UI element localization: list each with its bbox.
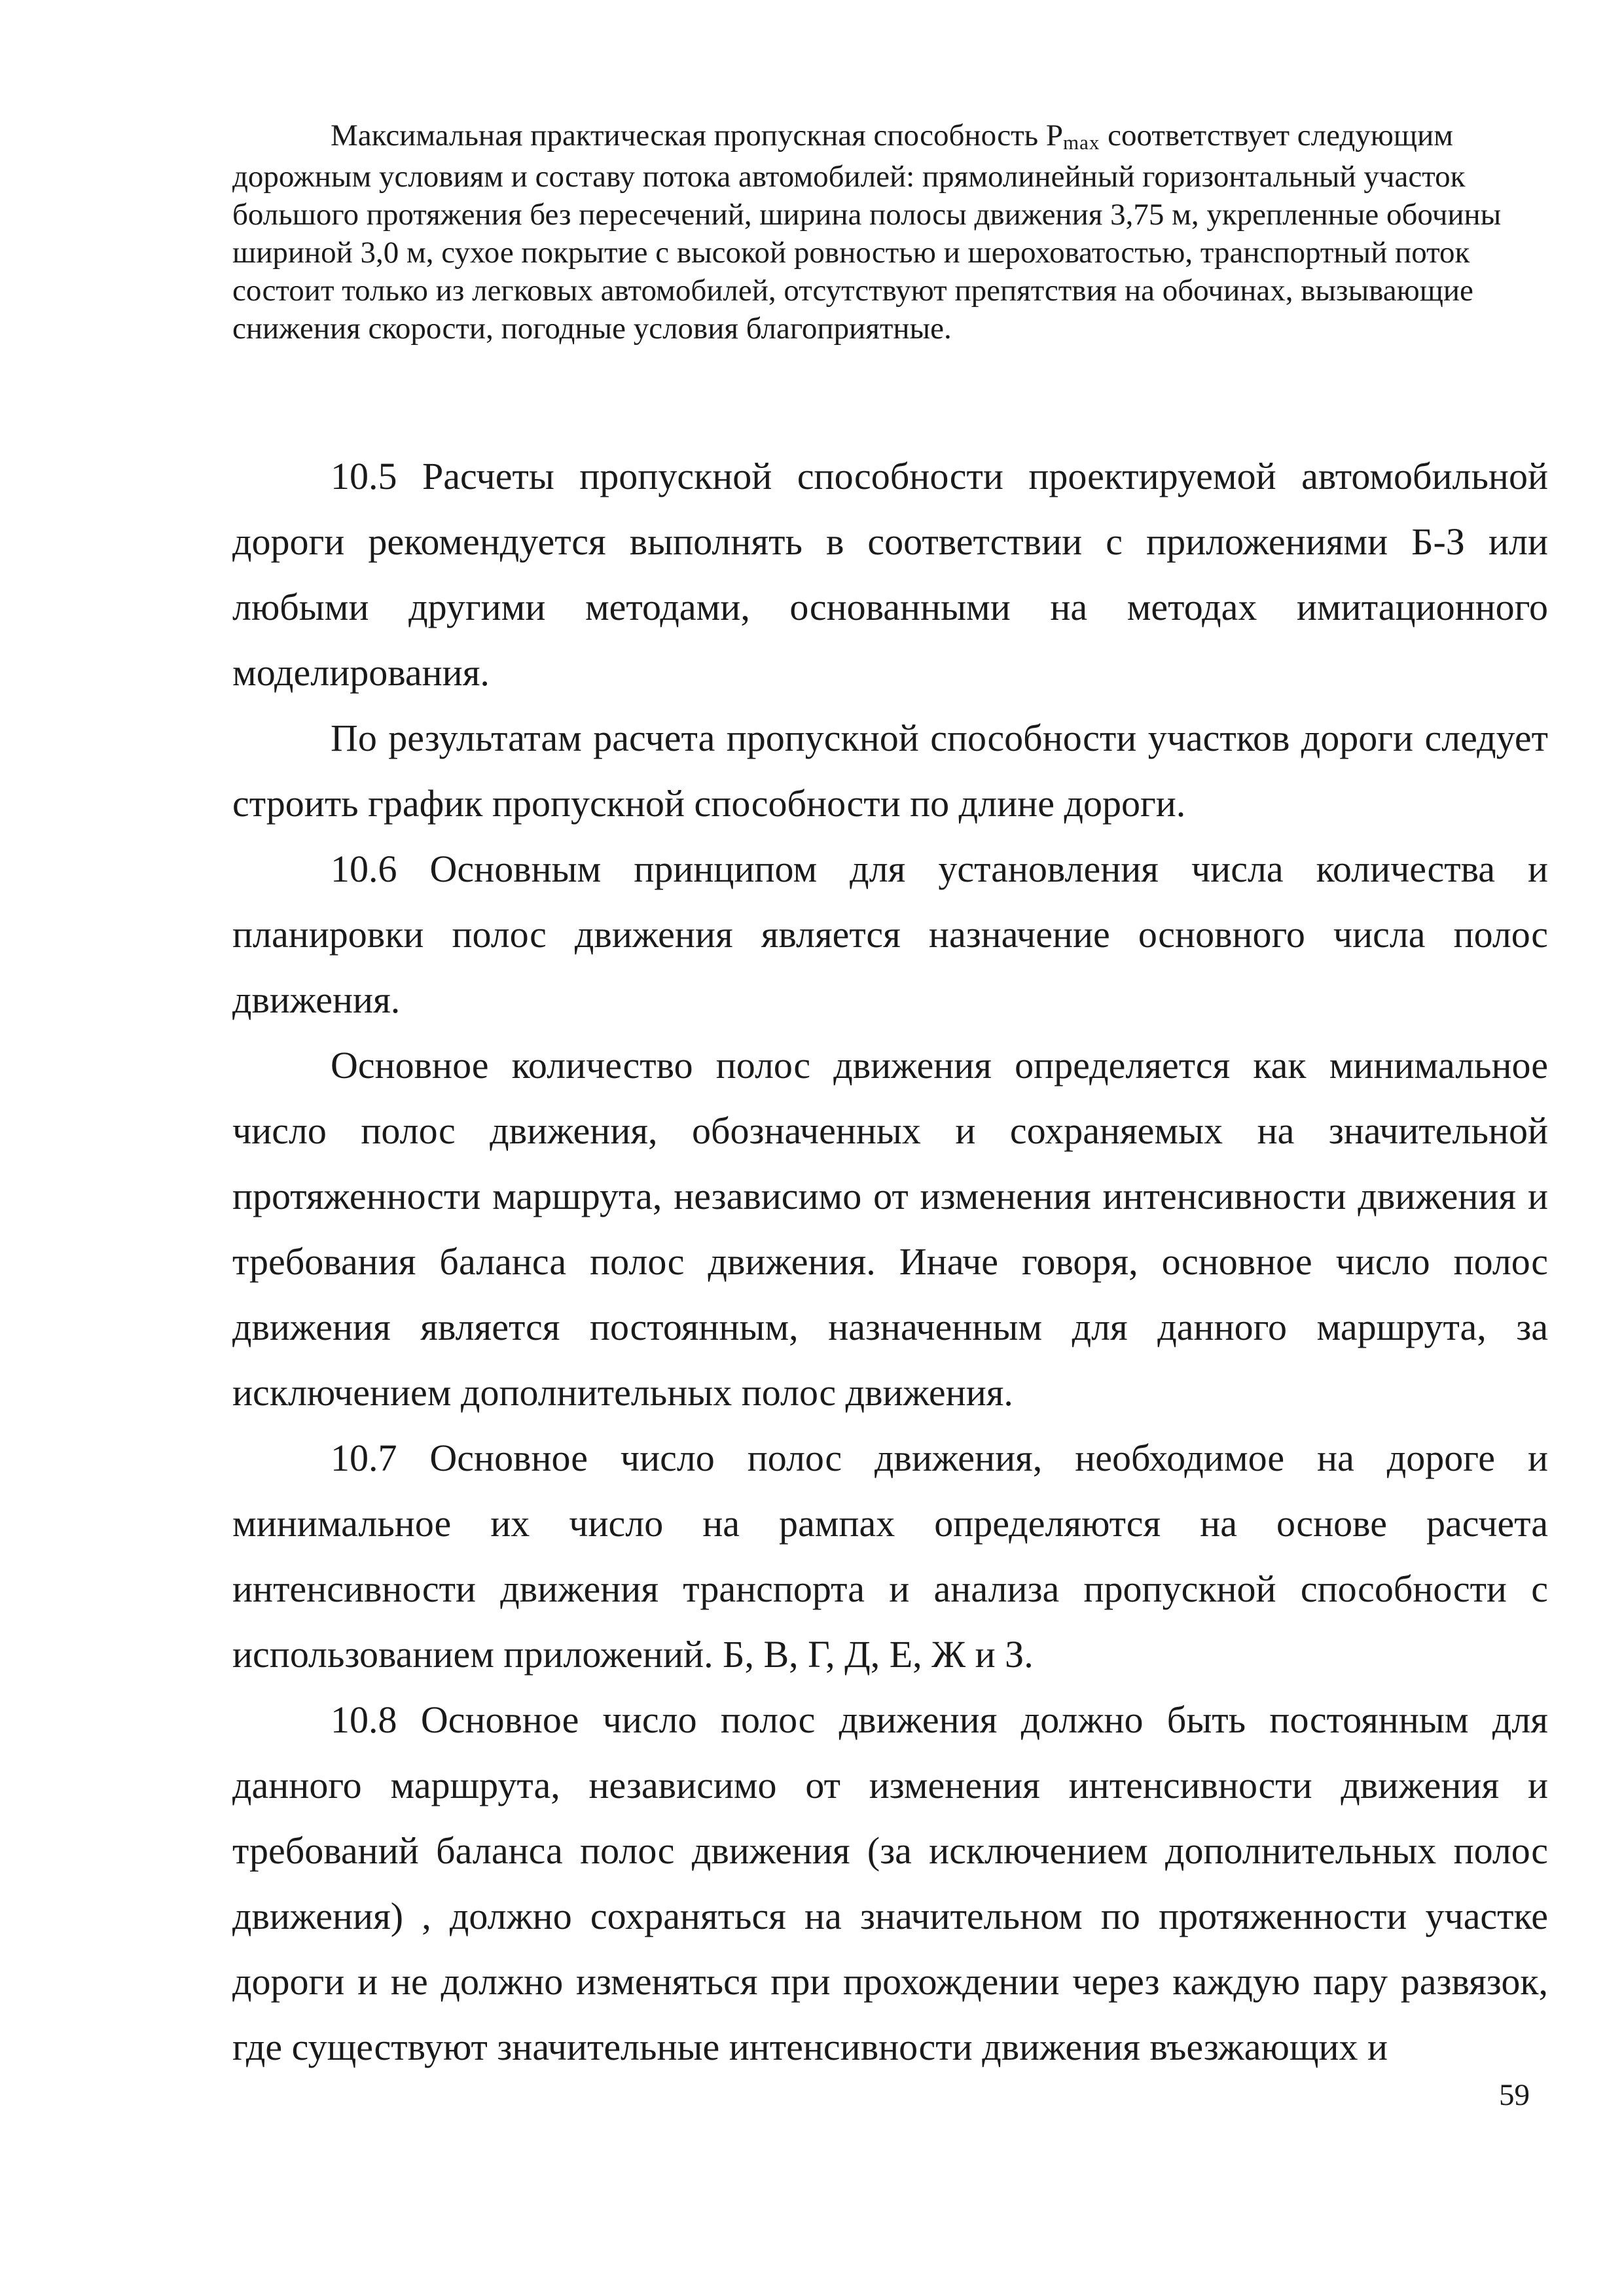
pmax-note-text [232,117,1548,348]
pmax-subscript: max [1062,131,1100,154]
pmax-note-rest: соответствует следующим дорожным условиям и составу потока автомобилей: прямолинейный горизонтальный участок большого протяжения без пересечений, ширина полосы движения 3,75 м, укрепленные обочины шириной 3,0 м, сухое покрытие с высокой ровностью и шероховатостью, транспортный поток состоит только из легковых автомобилей, отсутствуют препятствия на обочинах, вызывающие снижения скорости, погодные условия благоприятные. [232,118,1502,346]
paragraph-10-6: 10.6 Основным принципом для установления числа количества и планировки полос движения является назначение основного числа полос движения. [232,848,1548,1021]
paragraph-10-8: 10.8 Основное число полос движения должно быть постоянным для данного маршрута, независимо от изменения интенсивности движения и требований баланса полос движения (за исключением дополнительных полос движения) , должно сохраняться на значительном по протяженности участке дороги и не должно изменяться при прохождении через каждую пару развязок, где существуют значительные интенсивности движения въезжающих и [232,1698,1548,2068]
paragraph-10-7: 10.7 Основное число полос движения, необходимое на дороге и минимальное их число на рампах определяются на основе расчета интенсивности движения транспорта и анализа пропускной способности с использованием приложений. Б, В, Г, Д, Е, Ж и З. [232,1437,1548,1676]
pmax-note-lead: Максимальная практическая пропускная способность P [331,118,1063,152]
pmax-note [232,117,1548,348]
paragraph-capacity-chart: По результатам расчета пропускной способности участков дороги следует строить график пропускной способности по длине дороги. [232,717,1548,825]
page-number: 59 [1499,2078,1530,2112]
paragraph-basic-lanes: Основное количество полос движения определяется как минимальное число полос движения, обозначенных и сохраняемых на значительной протяженности маршрута, независимо от изменения интенсивности движения и требования баланса полос движения. Иначе говоря, основное число полос движения является постоянным, назначенным для данного маршрута, за исключением дополнительных полос движения. [232,1044,1548,1414]
section-10-body [232,444,1548,2080]
paragraph-10-5: 10.5 Расчеты пропускной способности проектируемой автомобильной дороги рекомендуется выполнять в соответствии с приложениями Б-З или любыми другими методами, основанными на методах имитационного моделирования. [232,455,1548,694]
